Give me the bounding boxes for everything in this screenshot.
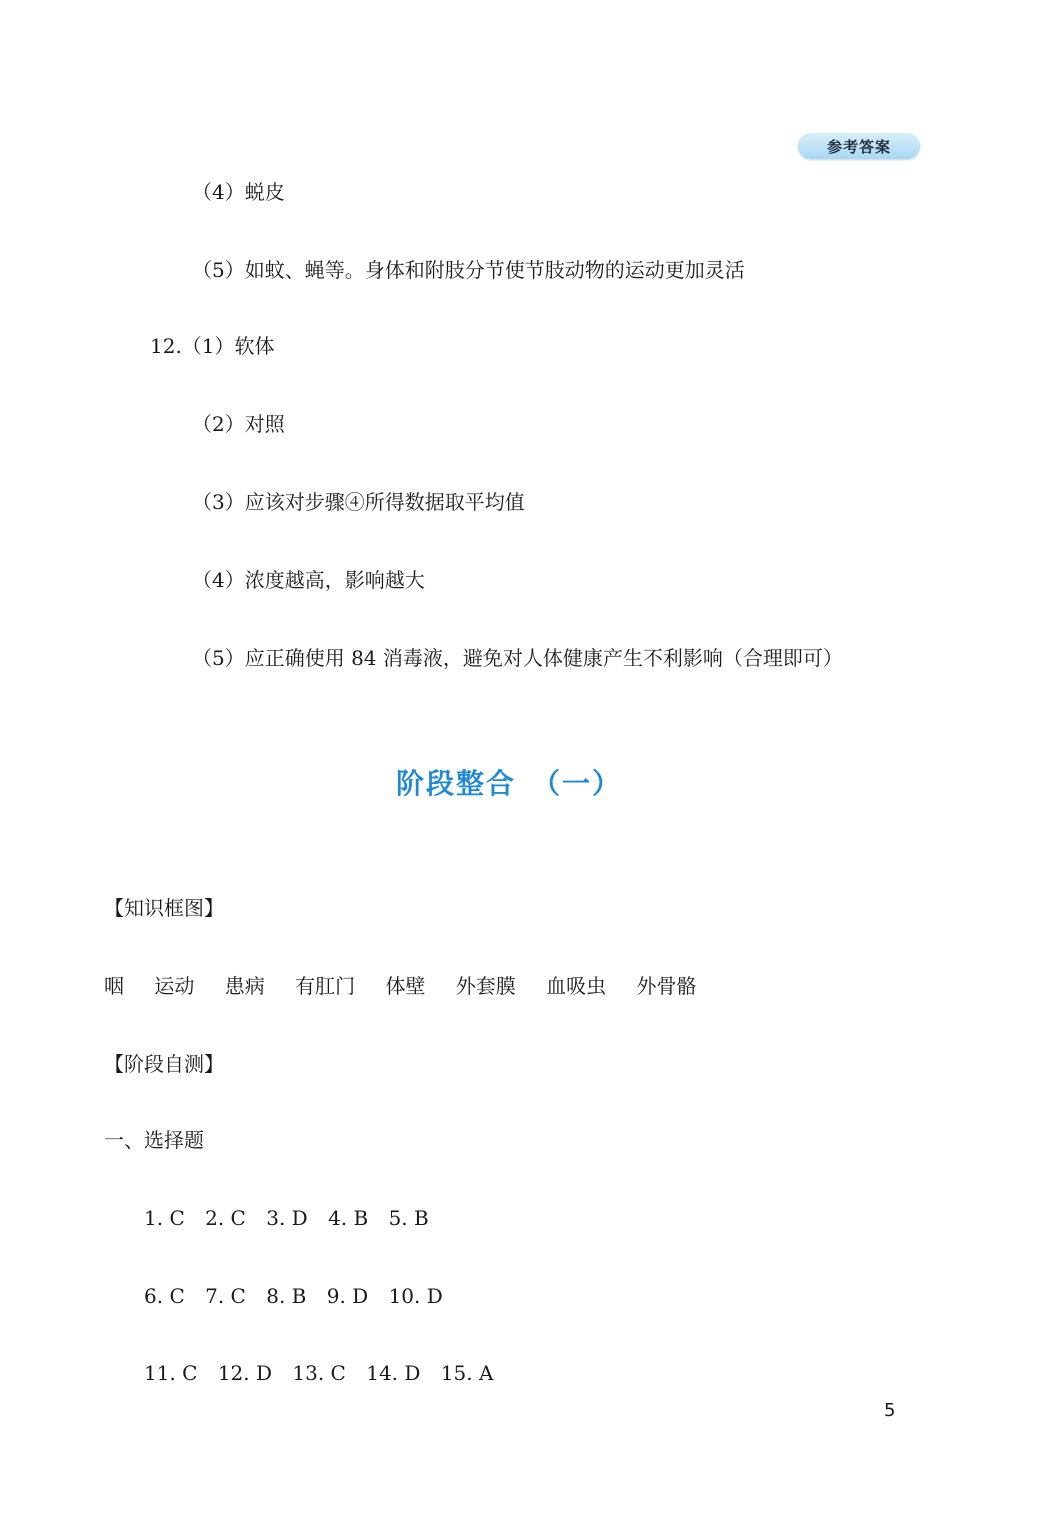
q12-item-3: （3）应该对步骤④所得数据取平均值 [192, 490, 525, 514]
keyword: 运动 [154, 974, 195, 998]
q12-item-1: 12.（1）软体 [150, 334, 275, 358]
answer-item: 8. B [266, 1284, 307, 1308]
answer-item: 14. D [366, 1361, 421, 1385]
keyword: 外骨骼 [636, 974, 697, 998]
answer-item: 5. B [388, 1206, 429, 1230]
answer-item: 1. C [144, 1206, 185, 1230]
keyword: 有肛门 [295, 974, 356, 998]
q12-item-2: （2）对照 [192, 412, 285, 436]
answer-item: 12. D [217, 1361, 273, 1385]
keyword: 血吸虫 [546, 974, 607, 998]
keyword: 咽 [104, 974, 124, 998]
q11-item-4: （4）蜕皮 [192, 180, 285, 204]
answer-item: 11. C [144, 1361, 198, 1385]
keyword: 外套膜 [455, 974, 516, 998]
choice-section-heading: 一、选择题 [104, 1128, 204, 1152]
answer-item: 3. D [266, 1206, 308, 1230]
answer-item: 13. C [292, 1361, 346, 1385]
answer-item: 9. D [326, 1284, 369, 1308]
answer-row-1 [144, 1204, 443, 1232]
answer-item: 15. A [440, 1361, 494, 1385]
q12-item-5: （5）应正确使用 84 消毒液，避免对人体健康产生不利影响（合理即可） [192, 646, 843, 670]
answer-row-2 [144, 1282, 457, 1310]
answer-item: 6. C [144, 1284, 185, 1308]
keyword: 患病 [224, 974, 265, 998]
section-title: 阶段整合 （一） [395, 767, 622, 800]
page-number: 5 [884, 1400, 896, 1421]
answer-item: 7. C [205, 1284, 246, 1308]
self-test-heading: 【阶段自测】 [104, 1052, 224, 1076]
answer-item: 4. B [328, 1206, 369, 1230]
answer-item: 2. C [205, 1206, 246, 1230]
q12-item-4: （4）浓度越高，影响越大 [192, 568, 425, 592]
answer-item: 10. D [388, 1284, 443, 1308]
knowledge-map-heading: 【知识框图】 [104, 896, 224, 920]
answer-row-3 [144, 1359, 507, 1387]
q11-item-5: （5）如蚊、蝇等。身体和附肢分节使节肢动物的运动更加灵活 [192, 258, 745, 282]
knowledge-map-keywords [104, 972, 721, 1000]
keyword: 体壁 [385, 974, 426, 998]
reference-answer-badge: 参考答案 [798, 133, 920, 159]
